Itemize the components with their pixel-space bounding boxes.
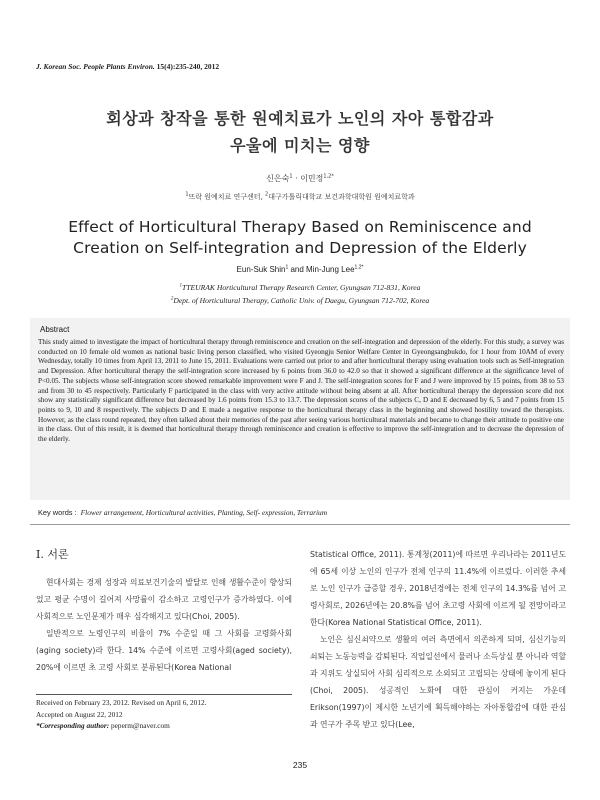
section-heading-introduction: Ⅰ. 서론	[36, 548, 69, 561]
footnote-received: Received on February 23, 2012. Revised on April 6, 2012.	[36, 698, 207, 707]
korean-author-1-sup: 1	[289, 173, 293, 180]
korean-affiliations	[0, 192, 600, 202]
body-column-left	[36, 574, 292, 676]
body-column-right	[310, 546, 566, 733]
corresponding-author-email: peperm@naver.com	[111, 721, 170, 730]
keywords-divider	[30, 524, 570, 525]
korean-title-line-1: 회상과 창작을 통한 원예치료가 노인의 자아 통합감과	[106, 109, 494, 128]
english-affil-2-sup: 2	[170, 296, 174, 302]
intro-paragraph-3: 노인은 심신쇠약으로 생활의 여러 측면에서 의존하게 되며, 심신기능의 쇠퇴는 노동능력을 감퇴된다. 직업일선에서 물러나 소득상실 뿐 아니라 역할과 지위도 상실되어 사회 심리적으로 소외되고 고립되는 상태에 놓이게 된다(Choi, 2005). 성공적인 노화에 대한 관심이 커지는 가운데 Erikson(1997)이 제시한 노년기에 획득해야하는 자아통합감에 대한 관심과 연구가 주목 받고 있다(Lee,	[310, 635, 566, 729]
keywords-list: Flower arrangement, Horticultural activities, Planting, Self- expression, Terrarium	[80, 508, 328, 517]
korean-author-1: 신은숙	[266, 174, 290, 183]
page-number: 235	[292, 760, 308, 770]
abstract-text: This study aimed to investigate the impact of horticultural therapy through reminiscence and creation on the self-integration and depression of the elderly. For this study, a survey was conducted on 10 female old women as national basic living person classified, who visited Gyeongju Senior Welfare Center in Gyeongsangbukdo, for 1 hour from 10AM of every Wednesday, totally 10 times from April 13, 2011 to June 15, 2011. Evaluations were carried out prior to and after horticultural therapy using evaluation tools such as Self-integration and Depression. After horticultural therapy the self-integration score increased by 6 points from 36.0 to 42.0 so that it showed a significant difference at the significance level of P<0.05. The subjects whose self-integration score showed remarkable improvement were F and J. The self-integration scores for F and J were improved by 15 points, from 38 to 53 and from 30 to 45 respectively. Particularly F participated in the class with very active attitude without being absent at all. After horticultural therapy the depression score did not show any statistically significant difference but decreased by 1.6 points from 15.3 to 13.7. The depression scores of the subjects C, D and E decreased by 6, 5 and 7 points from 15 points to 9, 10 and 8 respectively. The subjects D and E made a negative response to the horticultural therapy class in the beginning and showed hostility toward the therapists. However, as the class round repeated, they often talked about their memories of the past after seeing various horticultural materials and became to change their attitude to positive one in the class. Out of this result, it is deemed that horticultural therapy through reminiscence and creation is effective to improve the self-integration and to decrease the depression of the elderly.	[38, 338, 564, 444]
footnotes	[36, 697, 292, 732]
korean-corresponding-mark: *	[331, 173, 334, 180]
english-title-line-1: Effect of Horticultural Therapy Based on Reminiscence and	[68, 218, 532, 236]
english-author-1-sup: 1	[285, 264, 289, 271]
volume-pages: 15(4):235-240, 2012	[156, 62, 220, 71]
english-affiliation-1	[0, 283, 600, 292]
english-author-1: Eun-Suk Shin	[236, 265, 286, 274]
english-authors	[0, 265, 600, 274]
korean-author-2: 이민정	[300, 174, 324, 183]
footnote-corresponding	[36, 720, 292, 732]
intro-paragraph-2: 일반적으로 노령인구의 비율이 7% 수준일 때 그 사회를 고령화사회(aging society)라 한다. 14% 수준에 이르면 고령사회(aged society), 20%에 이르면 초 고령 사회로 분류된다(Korea National	[36, 629, 292, 672]
korean-title-line-2: 우울에 미치는 영향	[230, 136, 370, 155]
keywords	[38, 508, 564, 517]
abstract-heading: Abstract	[40, 325, 70, 334]
english-affil-1-sup: 1	[179, 283, 183, 289]
english-corresponding-mark: *	[361, 264, 364, 271]
korean-affil-1: 뜨락 원예치료 연구센터,	[188, 193, 266, 201]
english-affiliation-2	[0, 296, 600, 305]
korean-author-separator: ·	[292, 174, 301, 183]
intro-paragraph-2-continued: Statistical Office, 2011). 통계청(2011)에 따르면 우리나라는 2011년도에 65세 이상 노인의 인구가 전체 인구의 11.4%에 이르렀다. 이러한 추세로 노인 인구가 급증할 경우, 2018년경에는 전체 인구의 14.3%를 넘어 고령사회로, 2026년에는 20.8%를 넘어 초고령 사회에 이르게 될 전망이라고 한다(Korea National Statistical Office, 2011).	[310, 550, 566, 627]
korean-authors	[0, 173, 600, 184]
english-author-separator: and	[288, 265, 307, 274]
english-author-2: Min-Jung Lee	[306, 265, 355, 274]
english-author-2-sup: 1,2	[354, 264, 362, 271]
english-affil-2-text: Dept. of Horticultural Therapy, Catholic Univ. of Daegu, Gyungsan 712-702, Korea	[173, 296, 430, 305]
korean-affil-2-sup: 2	[265, 191, 269, 198]
keywords-label: Key words :	[38, 508, 77, 517]
corresponding-author-label: *Corresponding author:	[36, 721, 110, 730]
footnote-accepted: Accepted on August 22, 2012	[36, 709, 123, 719]
journal-citation	[36, 62, 219, 71]
korean-affil-2: 대구가톨릭대학교 보건과학대학원 원예치료학과	[268, 193, 415, 201]
english-title-line-2: Creation on Self-integration and Depression of the Elderly	[73, 239, 527, 257]
english-affil-1-text: TTEURAK Horticultural Therapy Research Center, Gyungsan 712-831, Korea	[182, 283, 421, 292]
korean-affil-1-sup: 1	[185, 191, 189, 198]
korean-author-2-sup: 1,2	[323, 173, 332, 180]
journal-title: J. Korean Soc. People Plants Environ.	[36, 62, 155, 71]
intro-paragraph-1: 현대사회는 경제 성장과 의료보건기술의 발달로 인해 생활수준이 향상되었고 평균 수명이 길어져 사망률이 감소하고 고령인구가 증가하였다. 이에 사회적으로 노인문제가 매우 심각해지고 있다(Choi, 2005).	[36, 578, 292, 621]
footnote-divider	[36, 694, 292, 695]
